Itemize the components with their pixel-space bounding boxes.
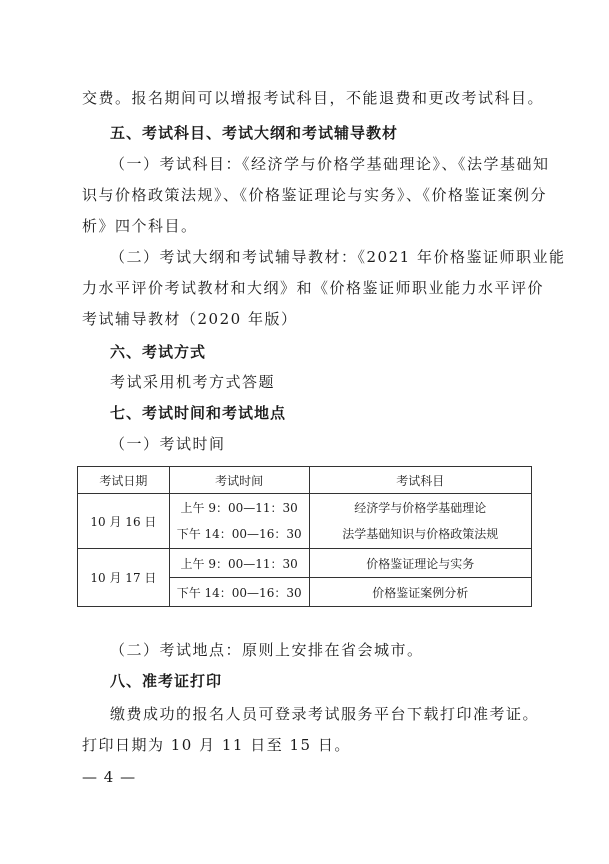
exam-schedule-table — [77, 466, 532, 607]
paragraph-line: 识与价格政策法规》、《价格鉴证理论与实务》、《价格鉴证案例分 — [82, 186, 548, 204]
table-row — [78, 549, 532, 578]
exam-subject-afternoon: 法学基础知识与价格政策法规 — [342, 527, 499, 541]
paragraph-line: 考试辅导教材（2020 年版） — [82, 310, 298, 328]
exam-time-afternoon: 下午 14：00—16：30 — [176, 527, 302, 541]
header-exam-time: 考试时间 — [169, 467, 309, 494]
paragraph-line: 力水平评价考试教材和大纲》和《价格鉴证师职业能力水平评价 — [82, 279, 545, 297]
section-heading-6: 六、考试方式 — [110, 343, 207, 361]
table-header-row — [78, 467, 532, 494]
exam-date-cell: 10 月 16 日 — [78, 494, 170, 549]
section-heading-8: 八、准考证打印 — [110, 672, 223, 690]
exam-time-afternoon: 下午 14：00—16：30 — [169, 578, 309, 607]
paragraph-line: 考试采用机考方式答题 — [110, 373, 276, 391]
paragraph-line: （一）考试时间 — [110, 435, 226, 453]
exam-subject-cell — [309, 494, 531, 549]
section-heading-7: 七、考试时间和考试地点 — [110, 404, 287, 422]
exam-date-cell: 10 月 17 日 — [78, 549, 170, 607]
paragraph-line: （二）考试大纲和考试辅导教材：《2021 年价格鉴证师职业能 — [110, 248, 566, 266]
paragraph-line: 交费。报名期间可以增报考试科目，不能退费和更改考试科目。 — [82, 89, 545, 107]
exam-time-morning: 上午 9：00—11：30 — [180, 501, 298, 515]
exam-time-morning: 上午 9：00—11：30 — [169, 549, 309, 578]
section-heading-5: 五、考试科目、考试大纲和考试辅导教材 — [110, 124, 399, 142]
paragraph-line: （一）考试科目：《经济学与价格学基础理论》、《法学基础知 — [110, 155, 550, 173]
header-exam-subject: 考试科目 — [309, 467, 531, 494]
exam-subject-morning: 经济学与价格学基础理论 — [354, 501, 487, 515]
page-number: — 4 — — [82, 768, 137, 786]
paragraph-line: 打印日期为 10 月 11 日至 15 日。 — [82, 736, 351, 754]
paragraph-line: 缴费成功的报名人员可登录考试服务平台下载打印准考证。 — [110, 705, 540, 723]
exam-subject-morning: 价格鉴证理论与实务 — [309, 549, 531, 578]
table-row — [78, 494, 532, 549]
paragraph-line: （二）考试地点：原则上安排在省会城市。 — [110, 641, 424, 659]
exam-time-cell — [169, 494, 309, 549]
exam-subject-afternoon: 价格鉴证案例分析 — [309, 578, 531, 607]
paragraph-line: 析》四个科目。 — [82, 217, 198, 235]
header-exam-date: 考试日期 — [78, 467, 170, 494]
